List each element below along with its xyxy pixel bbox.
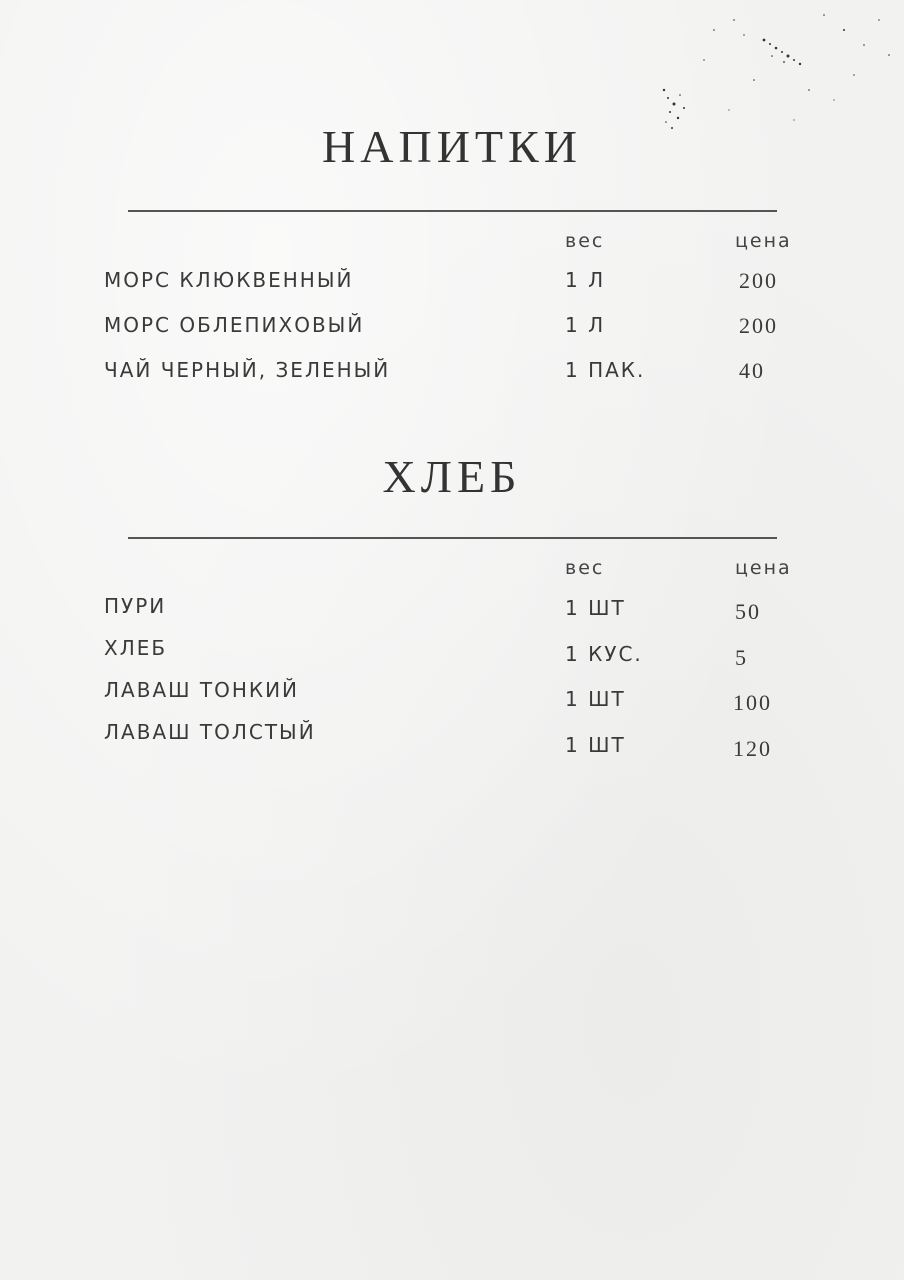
menu-item-price: 100 — [733, 690, 772, 715]
menu-item-weight: 1 Л — [565, 268, 606, 292]
section-divider — [128, 210, 777, 212]
menu-item-weight: 1 ПАК. — [565, 358, 646, 382]
menu-item-price: 50 — [735, 599, 761, 624]
menu-item-name: МОРС ОБЛЕПИХОВЫЙ — [104, 313, 365, 337]
menu-item-weight: 1 Л — [565, 313, 606, 337]
menu-item-price: 120 — [733, 736, 772, 761]
menu-item-name: ХЛЕБ — [104, 636, 168, 660]
section-title-drinks: НАПИТКИ — [322, 121, 582, 172]
menu-item-weight: 1 ШТ — [565, 687, 626, 711]
column-header-price: цена — [735, 557, 792, 579]
menu-item-weight: 1 ШТ — [565, 596, 626, 620]
menu-item-weight: 1 КУС. — [565, 642, 643, 666]
menu-item-name: ПУРИ — [104, 594, 167, 618]
menu-item-price: 5 — [735, 645, 748, 670]
menu-item-name: МОРС КЛЮКВЕННЫЙ — [104, 268, 354, 292]
menu-item-price: 200 — [739, 313, 778, 338]
menu-item-price: 40 — [739, 358, 765, 383]
menu-item-name: ЛАВАШ ТОЛСТЫЙ — [104, 720, 316, 744]
menu-item-weight: 1 ШТ — [565, 733, 626, 757]
menu-item-price: 200 — [739, 268, 778, 293]
menu-item-name: ЛАВАШ ТОНКИЙ — [104, 678, 299, 702]
section-divider — [128, 537, 777, 539]
column-header-price: цена — [735, 230, 792, 252]
section-title-bread: ХЛЕБ — [382, 451, 522, 502]
column-header-weight: вес — [565, 230, 605, 252]
column-header-weight: вес — [565, 557, 605, 579]
menu-item-name: ЧАЙ ЧЕРНЫЙ, ЗЕЛЕНЫЙ — [104, 358, 391, 382]
